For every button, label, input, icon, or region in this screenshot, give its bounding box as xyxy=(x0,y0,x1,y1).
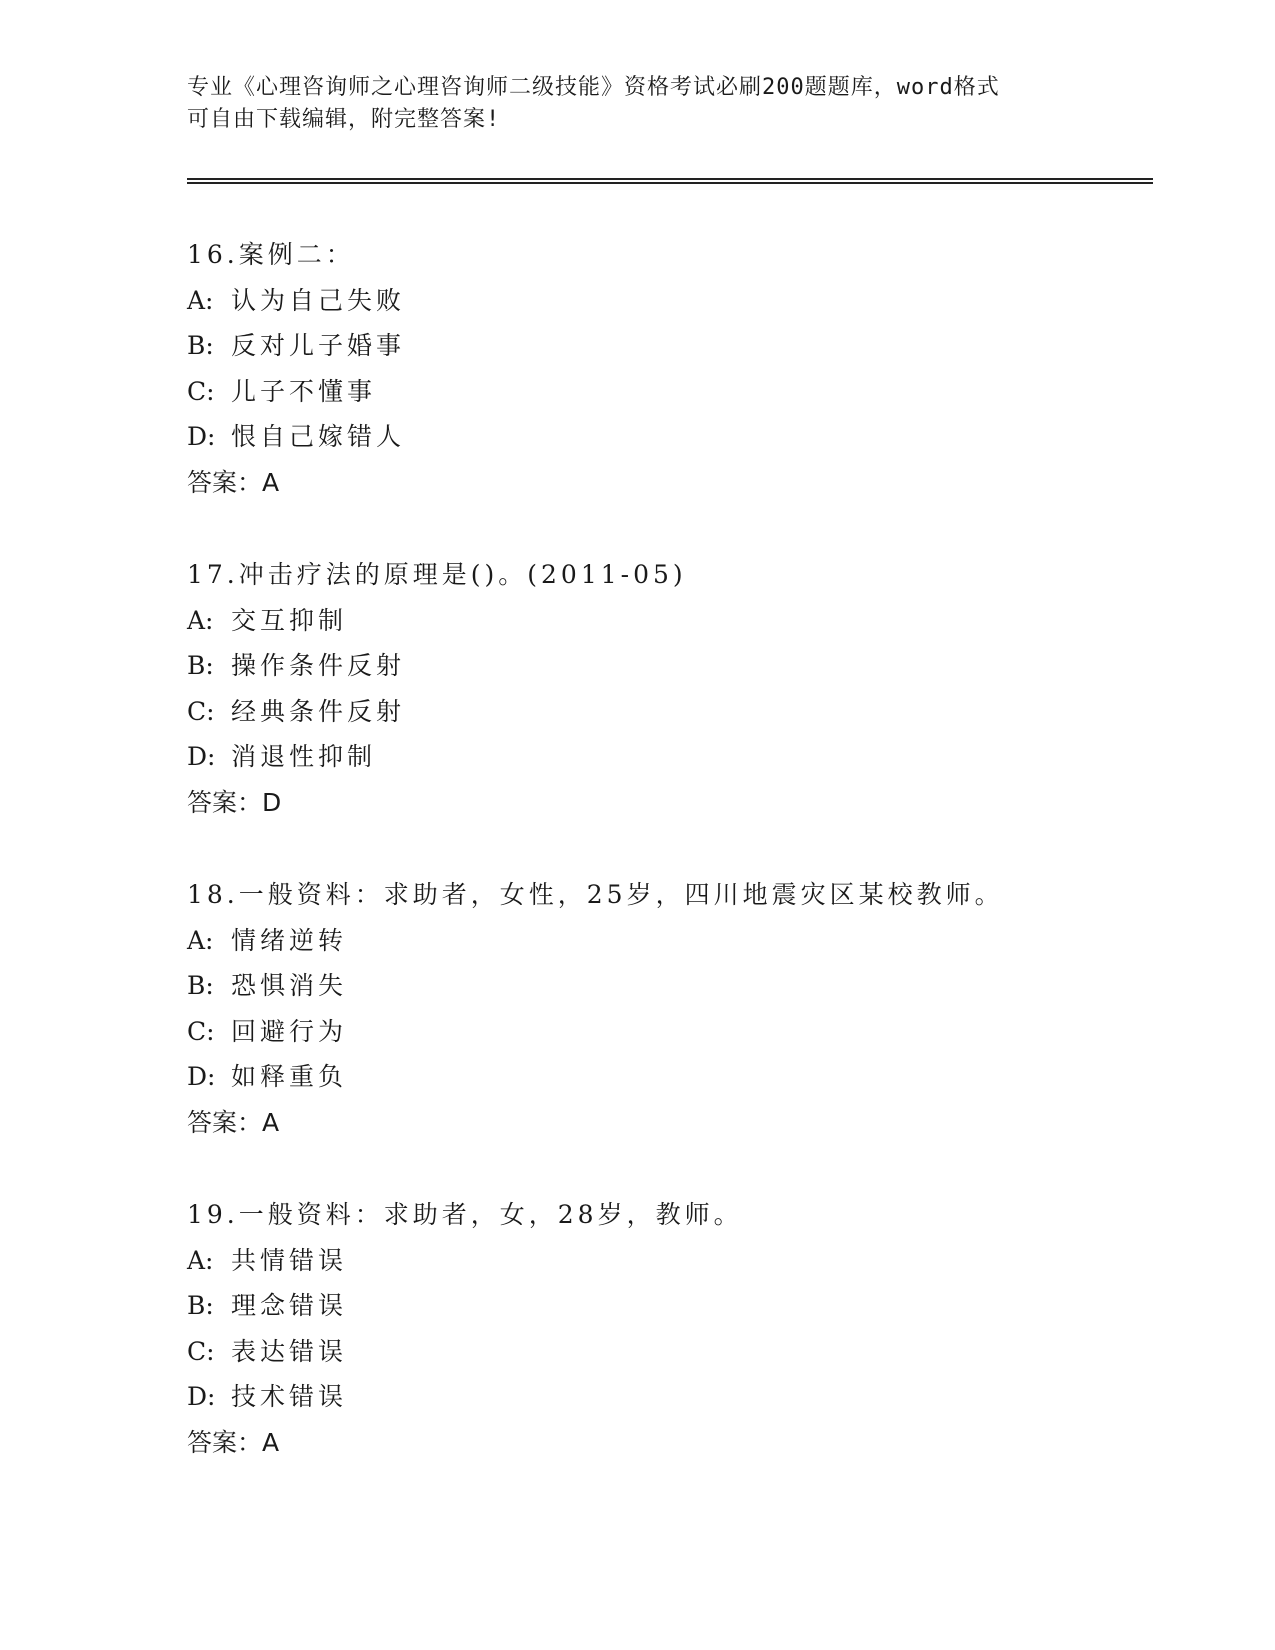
option-label: C: xyxy=(187,1016,215,1046)
option-label: B: xyxy=(187,331,214,360)
option-text: 经典条件反射 xyxy=(231,696,406,726)
answer-line: 答案：A xyxy=(187,1107,280,1137)
option-text: 儿子不懂事 xyxy=(231,376,377,406)
option-d xyxy=(187,1054,1187,1100)
option-label: B: xyxy=(187,1291,214,1320)
option-text: 表达错误 xyxy=(231,1336,348,1366)
question-stem: 18.一般资料：求助者，女性，25岁，四川地震灾区某校教师。 xyxy=(187,880,1004,909)
option-b xyxy=(187,643,1187,689)
option-text: 理念错误 xyxy=(231,1291,348,1320)
option-d xyxy=(187,1374,1187,1420)
document-header xyxy=(187,72,1087,136)
option-c xyxy=(187,1329,1187,1375)
question-stem: 16.案例二： xyxy=(187,240,355,269)
option-b xyxy=(187,963,1187,1009)
question-18 xyxy=(187,872,1187,1145)
option-text: 反对儿子婚事 xyxy=(231,331,406,360)
question-16 xyxy=(187,232,1187,505)
option-d xyxy=(187,414,1187,460)
option-text: 消退性抑制 xyxy=(231,742,377,771)
header-divider xyxy=(187,178,1153,184)
question-stem: 17.冲击疗法的原理是()。(2011-05) xyxy=(187,560,687,589)
option-label: C: xyxy=(187,696,215,726)
option-text: 恨自己嫁错人 xyxy=(231,422,406,451)
option-text: 情绪逆转 xyxy=(231,925,348,955)
question-stem: 19.一般资料：求助者，女，28岁，教师。 xyxy=(187,1200,743,1229)
option-c xyxy=(187,1009,1187,1055)
option-label: C: xyxy=(187,376,215,406)
option-a xyxy=(187,1238,1187,1284)
option-text: 如释重负 xyxy=(231,1062,348,1091)
option-a xyxy=(187,278,1187,324)
option-text: 技术错误 xyxy=(231,1382,348,1411)
option-label: D: xyxy=(187,1062,216,1091)
option-text: 回避行为 xyxy=(231,1016,348,1046)
option-label: C: xyxy=(187,1336,215,1366)
option-text: 交互抑制 xyxy=(231,605,348,635)
option-label: B: xyxy=(187,651,214,680)
option-label: A: xyxy=(187,1245,214,1275)
option-b xyxy=(187,323,1187,369)
option-text: 操作条件反射 xyxy=(231,651,406,680)
question-19 xyxy=(187,1192,1187,1465)
option-label: A: xyxy=(187,605,214,635)
header-line-1: 专业《心理咨询师之心理咨询师二级技能》资格考试必刷200题题库，word格式 xyxy=(187,75,1000,100)
option-label: A: xyxy=(187,285,214,315)
option-label: B: xyxy=(187,971,214,1000)
option-label: D: xyxy=(187,1382,216,1411)
option-text: 认为自己失败 xyxy=(231,285,406,315)
option-a xyxy=(187,918,1187,964)
option-c xyxy=(187,369,1187,415)
option-label: D: xyxy=(187,422,216,451)
option-d xyxy=(187,734,1187,780)
answer-line: 答案：A xyxy=(187,1427,280,1457)
option-text: 共情错误 xyxy=(231,1245,348,1275)
option-label: A: xyxy=(187,925,214,955)
header-line-2: 可自由下载编辑，附完整答案! xyxy=(187,107,501,132)
answer-line: 答案：A xyxy=(187,467,280,497)
option-c xyxy=(187,689,1187,735)
option-label: D: xyxy=(187,742,216,771)
option-a xyxy=(187,598,1187,644)
question-17 xyxy=(187,552,1187,825)
option-text: 恐惧消失 xyxy=(231,971,348,1000)
option-b xyxy=(187,1283,1187,1329)
answer-line: 答案：D xyxy=(187,787,282,817)
